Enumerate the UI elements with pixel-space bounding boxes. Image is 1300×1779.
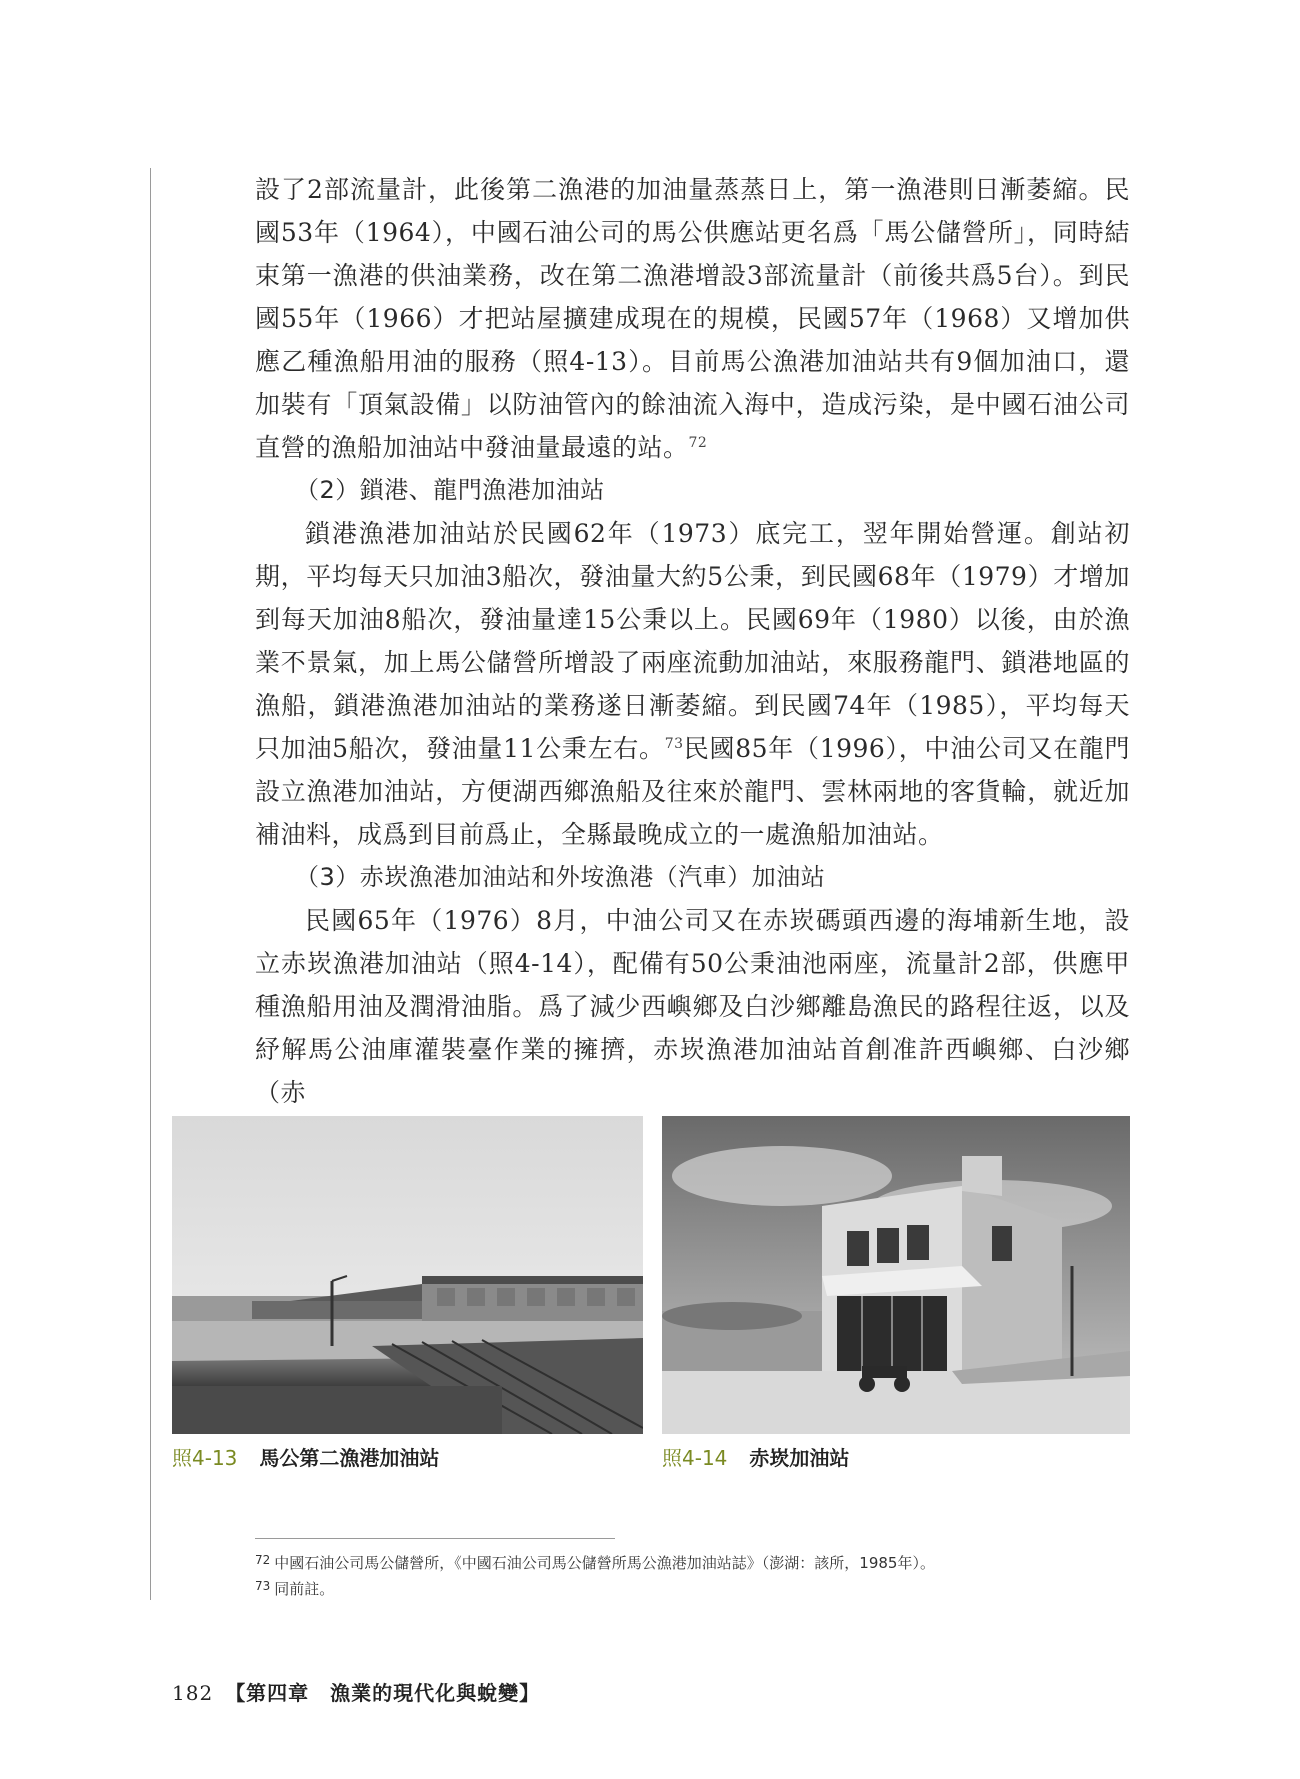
chapter-title: 【第四章 漁業的現代化與蛻變】 — [225, 1681, 541, 1705]
paragraph: 民國65年（1976）8月，中油公司又在赤崁碼頭西邊的海埔新生地，設立赤崁漁港加油站（照4-14），配備有50公秉油池兩座，流量計2部，供應甲種漁船用油及潤滑油脂。爲了減少西嶼鄉及白沙鄉離島漁民的路程往返，以及紓解馬公油庫灌裝臺作業的擁擠，赤崁漁港加油站首創准許西嶼鄉、白沙鄉（赤 — [255, 906, 1130, 1107]
footnote-text: 同前註。 — [274, 1580, 335, 1598]
footnote — [255, 1576, 1135, 1602]
caption-label: 照4-14 — [662, 1446, 728, 1470]
photo-caption — [172, 1442, 439, 1471]
photo-chikan-station-image — [662, 1116, 1130, 1434]
paragraph-text: 民國85年（1996），中油公司又在龍門設立漁港加油站，方便湖西鄉漁船及往來於龍門、雲林兩地的客貨輪，就近加補油料，成爲到目前爲止，全縣最晚成立的一處漁船加油站。 — [255, 734, 1131, 849]
photo-harbour-station-image — [172, 1116, 643, 1434]
photo-caption — [662, 1442, 849, 1471]
photo-harbour-station — [172, 1116, 643, 1434]
footnote — [255, 1550, 1135, 1576]
footnote-text: 中國石油公司馬公儲營所，《中國石油公司馬公儲營所馬公漁港加油站誌》（澎湖：該所，1985年）。 — [274, 1554, 935, 1572]
paragraph-text: 鎖港漁港加油站於民國62年（1973）底完工，翌年開始營運。創站初期，平均每天只加油3船次，發油量大約5公秉，到民國68年（1979）才增加到每天加油8船次，發油量達15公秉以上。民國69年（1980）以後，由於漁業不景氣，加上馬公儲營所增設了兩座流動加油站，來服務龍門、鎖港地區的漁船，鎖港漁港加油站的業務遂日漸萎縮。到民國74年（1985），平均每天只加油5船次，發油量11公秉左右。 — [255, 519, 1130, 763]
page-number: 182 — [172, 1681, 214, 1705]
caption-title: 赤崁加油站 — [749, 1446, 850, 1470]
paragraph-text: 設了2部流量計，此後第二漁港的加油量蒸蒸日上，第一漁港則日漸萎縮。民國53年（1964），中國石油公司的馬公供應站更名爲「馬公儲營所」，同時結束第一漁港的供油業務，改在第二漁港增設3部流量計（前後共爲5台）。到民國55年（1966）才把站屋擴建成現在的規模，民國57年（1968）又增加供應乙種漁船用油的服務（照4-13）。目前馬公漁港加油站共有9個加油口，還加裝有「頂氣設備」以防油管內的餘油流入海中，造成污染，是中國石油公司直營的漁船加油站中發油量最遠的站。 — [255, 175, 1130, 462]
paragraph — [255, 168, 1130, 469]
paragraph — [255, 512, 1130, 856]
body-text — [255, 168, 1130, 1114]
footnotes — [255, 1550, 1135, 1602]
footnote-number: 73 — [255, 1579, 271, 1593]
margin-rule — [150, 168, 151, 1600]
footnote-divider — [255, 1538, 615, 1539]
footnote-ref[interactable]: 73 — [664, 736, 684, 752]
section-heading: （2）鎖港、龍門漁港加油站 — [295, 476, 605, 504]
footnote-ref[interactable]: 72 — [688, 435, 708, 451]
footnote-number: 72 — [255, 1553, 271, 1567]
caption-title: 馬公第二漁港加油站 — [259, 1446, 440, 1470]
page-footer — [172, 1677, 540, 1706]
caption-label: 照4-13 — [172, 1446, 238, 1470]
section-heading: （3）赤崁漁港加油站和外垵漁港（汽車）加油站 — [295, 863, 826, 891]
photo-chikan-station — [662, 1116, 1130, 1434]
